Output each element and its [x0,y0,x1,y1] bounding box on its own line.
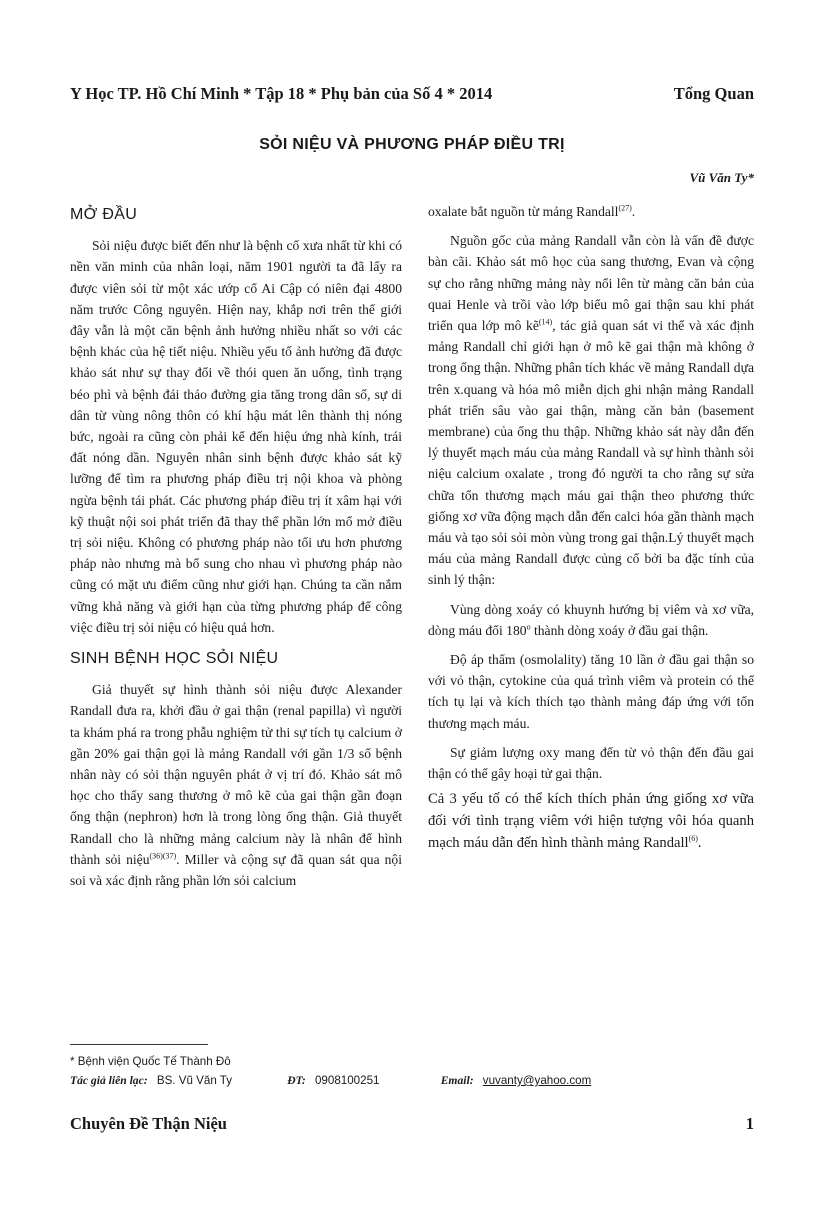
citation-ref: (36)(37) [149,851,177,861]
contact-label: Tác giả liên lạc: [70,1074,148,1087]
running-footer [70,1114,754,1138]
page-number: 1 [745,1114,754,1133]
heading-pathogenesis: SINH BỆNH HỌC SỎI NIỆU [70,650,279,668]
continued-paragraph [428,201,754,222]
paragraph-text: Cả 3 yếu tố có thể kích thích phản ứng giống xơ vữa đối với tình trạng viêm với hiện tượng vôi hóa quanh mạch máu dẫn đến hình thành mảng Randall [428,791,754,852]
paragraph-text: . Miller và cộng sự đã quan sát qua nội soi và xác định rằng phần lớn sỏi calcium [70,851,402,889]
paragraph-text: thành dòng xoáy ở đầu gai thận. [530,622,709,638]
email-label: Email: [440,1074,474,1087]
conclusion-paragraph [428,788,754,854]
degree-sign: o [526,622,531,632]
pathogenesis-paragraph [70,679,402,891]
citation-ref: (27) [618,203,632,213]
email-address[interactable]: vuvanty@yahoo.com [482,1074,592,1087]
footnote [70,1052,760,1090]
paragraph-text: oxalate bắt nguồn từ mảng Randall [428,204,619,219]
footnote-divider [70,1044,208,1045]
paragraph-text: Giả thuyết sự hình thành sỏi niệu được Alexander Randall đưa ra, khởi đầu ở gai thận (renal papilla) vì người ta khám phá ra trong phẫu nghiệm tử thi sự tích tụ calcium ở gần 20% gai thận gọi là mảng Randall với gần 1/3 số bệnh nhân này có sỏi thận nguyên phát ở vị trí đó. Khảo sát mô học cho thấy sang thương ở mô kẽ của gai thận gần đoạn ống thận (nephron) hơn là trong lòng ống thận. Giả thuyết Randall cho là những mảng calcium này là nhân để hình thành sỏi niệu [70,682,402,867]
phone-label: ĐT: [287,1074,306,1087]
section-label: Tổng Quan [673,84,754,103]
footer-title: Chuyên Đề Thận Niệu [70,1114,227,1133]
randall-plaque-paragraph [428,230,754,590]
paragraph-text: Vùng dòng xoáy có khuynh hướng bị viêm và xơ vữa, dòng máu đổi 180 [428,601,754,638]
phone-number: 0908100251 [314,1074,380,1087]
right-column [428,201,754,858]
osmolality-paragraph: Độ áp thẩm (osmolality) tăng 10 lần ở đầu gai thận so với vỏ thận, cytokine của quá trình viêm và protein có thể tích tụ lại và kích thích tạo thành mảng đáp ứng với tổn thương mạch máu. [428,652,754,731]
running-header [70,84,754,108]
heading-introduction: MỞ ĐẦU [70,206,138,223]
paragraph-text: Nguồn gốc của mảng Randall vẫn còn là vấn đề được bàn cãi. Khảo sát mô học của sang thương, Evan và cộng sự cho rằng những mảng này nổi lên từ màng căn bản của quai Henle và trồi vào lớp biểu mô gai thận sau khi phát triển qua lớp mô kẽ [428,233,754,334]
journal-title: Y Học TP. Hồ Chí Minh * Tập 18 * Phụ bản của Số 4 * 2014 [70,84,493,103]
oxygen-paragraph: Sự giảm lượng oxy mang đến từ vỏ thận đến đầu gai thận có thể gây hoại tử gai thận. [428,744,754,782]
paragraph-text: . [697,835,702,852]
citation-ref: (6) [688,834,698,844]
affiliation: * Bệnh viện Quốc Tế Thành Đô [70,1055,231,1068]
article-title: SỎI NIỆU VÀ PHƯƠNG PHÁP ĐIỀU TRỊ [259,136,565,153]
author-name: Vũ Văn Ty* [689,170,754,185]
paragraph-text: . [631,204,636,219]
left-column [70,204,402,895]
introduction-paragraph: Sỏi niệu được biết đến như là bệnh cổ xưa nhất từ khi có nền văn minh của nhân loại, năm 1901 người ta đã lấy ra được viên sỏi từ một xác ướp cổ Ai Cập có niên đại 4800 năm trước Công nguyên. Hiện nay, khắp nơi trên thế giới đây vẫn là một căn bệnh ảnh hưởng nhiều nhất so với các bệnh khác của hệ tiết niệu. Nhiều yếu tố ảnh hưởng đã được khảo sát như sự thay đổi về thói quen ăn uống, tình trạng béo phì và bệnh đái tháo đường gia tăng trong dân số, sự di dân từ vùng nông thôn có khí hậu mát lên thành thị nóng bức, ngoài ra cũng còn phải kể đến hiệu ứng nhà kính, trái đất nóng dần. Nguyên nhân sinh bệnh được khảo sát kỹ lưỡng để tìm ra phương pháp điều trị nội khoa và phòng ngừa bệnh tái phát. Các phương pháp điều trị ít xâm hại với kỹ thuật nội soi phát triển đã thay thế phần lớn mổ mở điều trị sỏi niệu. Không có phương pháp nào tối ưu hơn phương pháp nào nhưng mà bổ sung cho nhau vì phương pháp nào cũng có mặt ưu điểm cũng như giới hạn. Chúng ta cần nắm vững khả năng và giới hạn của từng phương pháp để công việc điều trị sỏi niệu có hiệu quả hơn. [70,238,402,635]
contact-name: BS. Vũ Văn Ty [156,1074,233,1087]
contact-line [70,1071,760,1090]
paragraph-text: , tác giả quan sát vi thể và xác định mảng Randall chỉ giới hạn ở mô kẽ gai thận mà không ở trong ống thận. Những phân tích khác về mảng Randall dựa trên x.quang và hóa mô miễn dịch ghi nhận mảng Randall phát triển sâu vào gai thận, màng căn bản (basement membrane) của ống thu thập. Những khảo sát này dẫn đến lý thuyết mạch máu của mảng Randall và sự hình thành sỏi niệu calcium oxalate , trong đó người ta cho rằng sự sửa chữa tổn thương mạch máu gai thận theo phương thức giống xơ vữa động mạch dẫn đến calci hóa gần thành mạch máu và tạo sỏi sỏi mòn vùng trong gai thận.Lý thuyết mạch máu của mảng Randall được củng cố bởi ba đặc tính của sinh lý thận: [428,318,754,588]
vortex-paragraph [428,599,754,641]
citation-ref: (14) [538,317,553,327]
